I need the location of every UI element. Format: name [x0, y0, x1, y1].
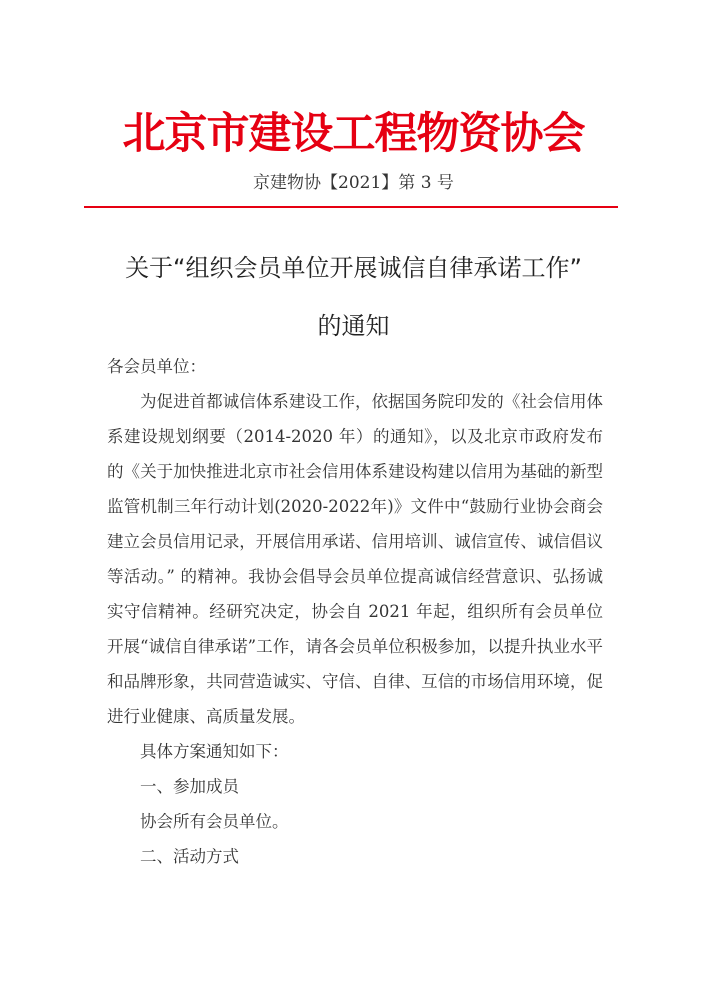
header-divider [84, 206, 618, 208]
notice-title-line2: 的通知 [317, 312, 390, 340]
section-text-1: 协会所有会员单位。 [140, 812, 289, 831]
salutation: 各会员单位： [107, 357, 206, 376]
organization-title: 北京市建设工程物资协会 [122, 109, 585, 159]
section-heading-2: 二、活动方式 [140, 847, 239, 866]
body-paragraph: 为促进首都诚信体系建设工作，依据国务院印发的《社会信用体系建设规划纲要（2014-2020 年）的通知》，以及北京市政府发布的《关于加快推进北京市社会信用体系建设构建以信用为基础的新型监管机制三年行动计划(2020-2022年)》文件中“鼓励行业协会商会建立会员信用记录，开展信用承诺、信用培训、诚信宣传、诚信倡议等活动。” 的精神。我协会倡导会员单位提高诚信经营意识、弘扬诚实守信精神。经研究决定，协会自 2021 年起，组织所有会员单位开展“诚信自律承诺”工作，请各会员单位积极参加，以提升执业水平和品牌形象，共同营造诚实、守信、自律、互信的市场信用环境，促进行业健康、高质量发展。 [107, 392, 603, 726]
notice-title-line1: 关于“组织会员单位开展诚信自律承诺工作” [125, 254, 582, 282]
notice-body [107, 349, 603, 874]
intro-line: 具体方案通知如下： [140, 742, 289, 761]
section-heading-1: 一、参加成员 [140, 777, 239, 796]
document-number: 京建物协【2021】第 3 号 [253, 173, 454, 193]
